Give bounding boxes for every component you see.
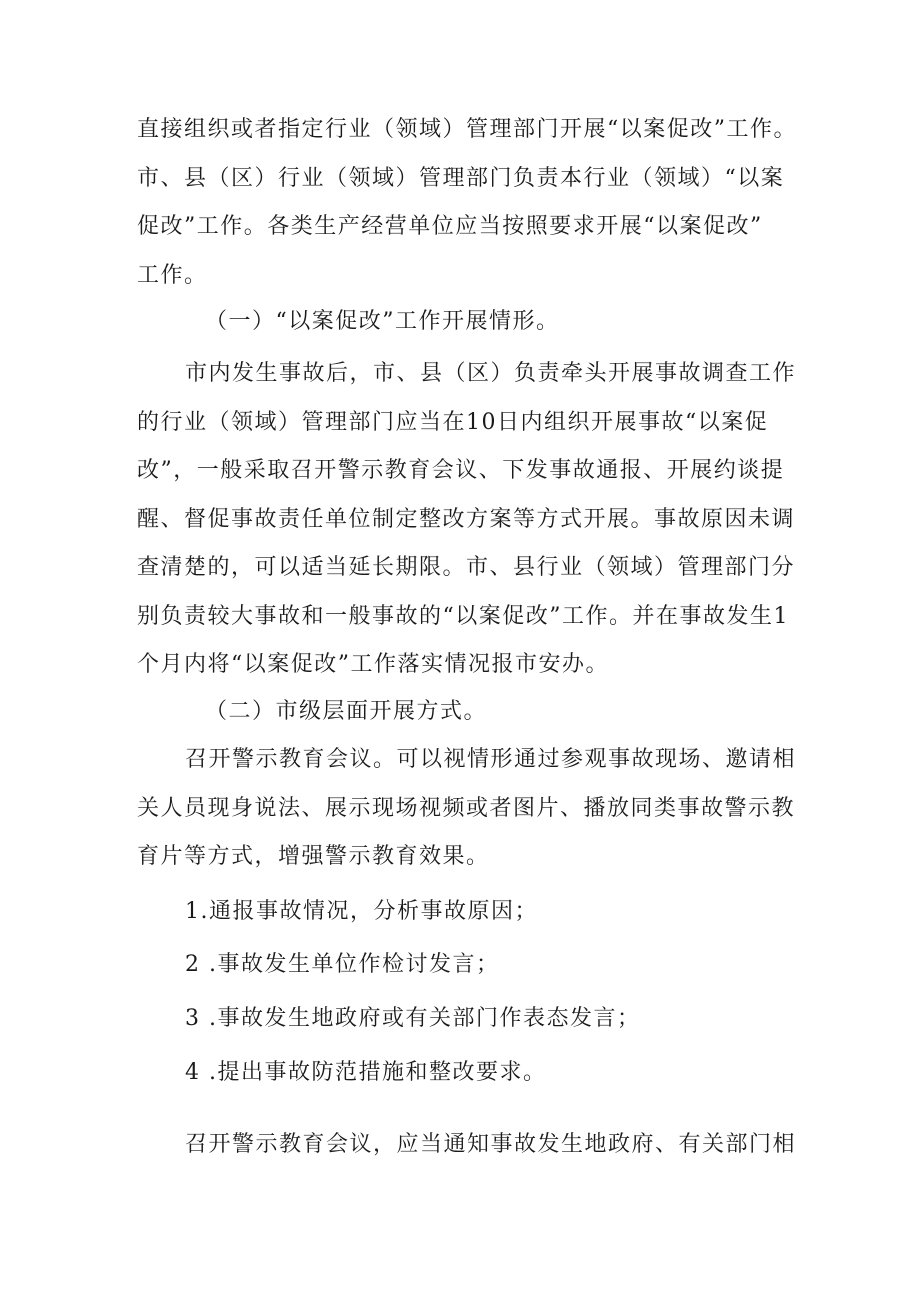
text-line: 关人员现身说法、展示现场视频或者图片、播放同类事故警示教 (137, 795, 796, 821)
paragraph-warning-meeting (137, 736, 797, 882)
text-line: 育片等方式，增强警示教育效果。 (137, 844, 490, 869)
text-line: 促改”工作。各类生产经营单位应当按照要求开展“以案促改” (137, 214, 763, 239)
text-line: 查清楚的，可以适当延长期限。市、县行业（领域）管理部门分 (137, 555, 796, 580)
text-line: 的行业（领域）管理部门应当在10日内组织开展事故“以案促 (137, 409, 769, 435)
list-item: 4 .提出事故防范措施和整改要求。 (185, 1060, 547, 1085)
text-line: 市内发生事故后，市、县（区）负责牵头开展事故调查工作 (185, 361, 797, 386)
list-item: 2 .事故发生单位作检讨发言； (185, 952, 500, 977)
text-line: 市、县（区）行业（领域）管理部门负责本行业（领域）“以案 (137, 165, 785, 191)
text-line: 召开警示教育会议。可以视情形通过参观事故现场、邀请相 (185, 747, 797, 772)
text-line: 召开警示教育会议，应当通知事故发生地政府、有关部门相 (185, 1132, 797, 1157)
text-line: 醒、督促事故责任单位制定整改方案等方式开展。事故原因未调 (137, 506, 796, 532)
list-item: 3 .事故发生地政府或有关部门作表态发言； (185, 1006, 641, 1031)
section-heading-2: （二）市级层面开展方式。 (205, 699, 488, 724)
paragraph-case-situation (137, 350, 797, 690)
section-heading-1: （一）“以案促改”工作开展情形。 (205, 309, 560, 334)
text-line: 工作。 (137, 262, 208, 288)
text-line: 改”，一般采取召开警示教育会议、下发事故通报、开展约谈提 (137, 458, 785, 483)
paragraph-meeting-notice (137, 1121, 797, 1170)
text-line: 个月内将“以案促改”工作落实情况报市安办。 (137, 652, 609, 677)
text-line: 直接组织或者指定行业（领域）管理部门开展“以案促改”工作。 (137, 117, 797, 142)
text-line: 别负责较大事故和一般事故的“以案促改”工作。并在事故发生1 (137, 603, 789, 629)
list-item: 1.通报事故情况，分析事故原因； (185, 899, 538, 924)
paragraph-intro (137, 106, 797, 300)
